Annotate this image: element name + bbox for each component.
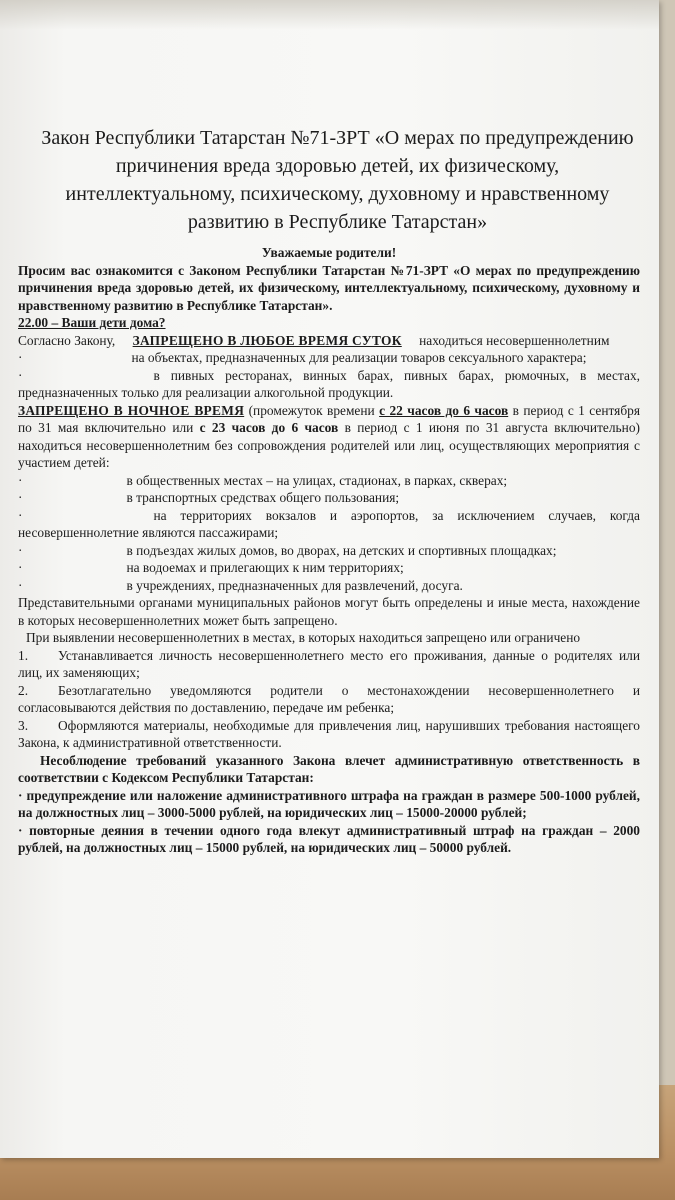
- detection-paragraph: При выявлении несовершеннолетних в местах, в которых находиться запрещено или ограничено: [26, 630, 581, 645]
- list-item-night-6: · в учреждениях, предназначенных для развлечений, досуга.: [18, 577, 463, 593]
- penalty-2: · повторные деяния в течении одного года влекут административный штраф на граждан – 2000 рублей, на должностных лиц – 15000 рублей, на юридических лиц – 50000 рублей.: [18, 822, 640, 855]
- step-1: 1. Устанавливается личность несовершеннолетнего место его проживания, данные о родителях или лиц, их заменяющих;: [18, 647, 640, 680]
- list-item-night-1: · в общественных местах – на улицах, стадионах, в парках, скверах;: [18, 472, 508, 488]
- greeting: Уважаемые родители!: [261, 245, 397, 260]
- municipal-paragraph: Представительными органами муниципальных районов могут быть определены и иные места, нахождение в которых несовершеннолетних может быть запрещено.: [18, 595, 640, 628]
- any-time-paragraph: [18, 332, 640, 350]
- step-3: 3. Оформляются материалы, необходимые для привлечения лиц, нарушивших требования настоящего Закона, к административной ответственности.: [18, 717, 640, 750]
- night-hours-2: с 23 часов до 6 часов: [199, 420, 339, 435]
- night-paragraph: ЗАПРЕЩЕНО В НОЧНОЕ ВРЕМЯ (промежуток времени с 22 часов до 6 часов в период с 1 сентября по 31 мая включительно или с 23 часов до 6 часов в период с 1 июня по 31 августа включительно) находиться несовершеннолетним без сопровождения родителей или лиц, осуществляющих мероприятия с участием детей:: [18, 402, 640, 470]
- penalty-1: · предупреждение или наложение административного штрафа на граждан в размере 500-1000 рублей, на должностных лиц – 3000-5000 рублей, на юридических лиц – 15000-20000 рублей;: [18, 787, 640, 820]
- night-hours-1: с 22 часов до 6 часов: [379, 402, 509, 418]
- liability-paragraph: Несоблюдение требований указанного Закона влечет административную ответственность в соответствии с Кодексом Республики Татарстан:: [18, 752, 640, 785]
- list-item-night-2: · в транспортных средствах общего пользования;: [18, 490, 400, 505]
- intro-paragraph: Просим вас ознакомится с Законом Республики Татарстан №71-ЗРТ «О мерах по предупреждению причинения вреда здоровью детей, их физическому, интеллектуальному, психическому, духовному и нравственному развитию в Республике Татарстан».: [18, 262, 640, 313]
- list-item-night-4: · в подъездах жилых домов, во дворах, на детских и спортивных площадках;: [18, 542, 557, 558]
- top-shadow: [0, 0, 659, 30]
- document-body: [18, 244, 640, 857]
- slogan: 22.00 – Ваши дети дома?: [18, 315, 166, 330]
- step-2: 2. Безотлагательно уведомляются родители о местонахождении несовершеннолетнего и согласовываются действия по доставлению, передаче им ребенка;: [18, 682, 640, 715]
- any-time-prefix: Согласно Закону,: [18, 332, 116, 348]
- list-item-night-5: · на водоемах и прилегающих к ним территориях;: [18, 560, 404, 575]
- list-item-night-3: · на территориях вокзалов и аэропортов, за исключением случаев, когда несовершеннолетние являются пассажирами;: [18, 507, 640, 540]
- night-caps: ЗАПРЕЩЕНО В НОЧНОЕ ВРЕМЯ: [18, 402, 245, 418]
- list-item-any-time-1: · на объектах, предназначенных для реализации товаров сексуального характера;: [18, 350, 587, 365]
- any-time-caps: ЗАПРЕЩЕНО В ЛЮБОЕ ВРЕМЯ СУТОК: [132, 332, 402, 348]
- document-title: Закон Республики Татарстан №71-ЗРТ «О мерах по предупреждению причинения вреда здоровью детей, их физическому, интеллектуальному, психическому, духовному и нравственному развитию в Республике Татарстан»: [41, 127, 634, 233]
- any-time-suffix: находиться несовершеннолетним: [419, 332, 610, 348]
- list-item-any-time-2: · в пивных ресторанах, винных барах, пивных барах, рюмочных, в местах, предназначенных только для реализации алкогольной продукции.: [18, 367, 640, 400]
